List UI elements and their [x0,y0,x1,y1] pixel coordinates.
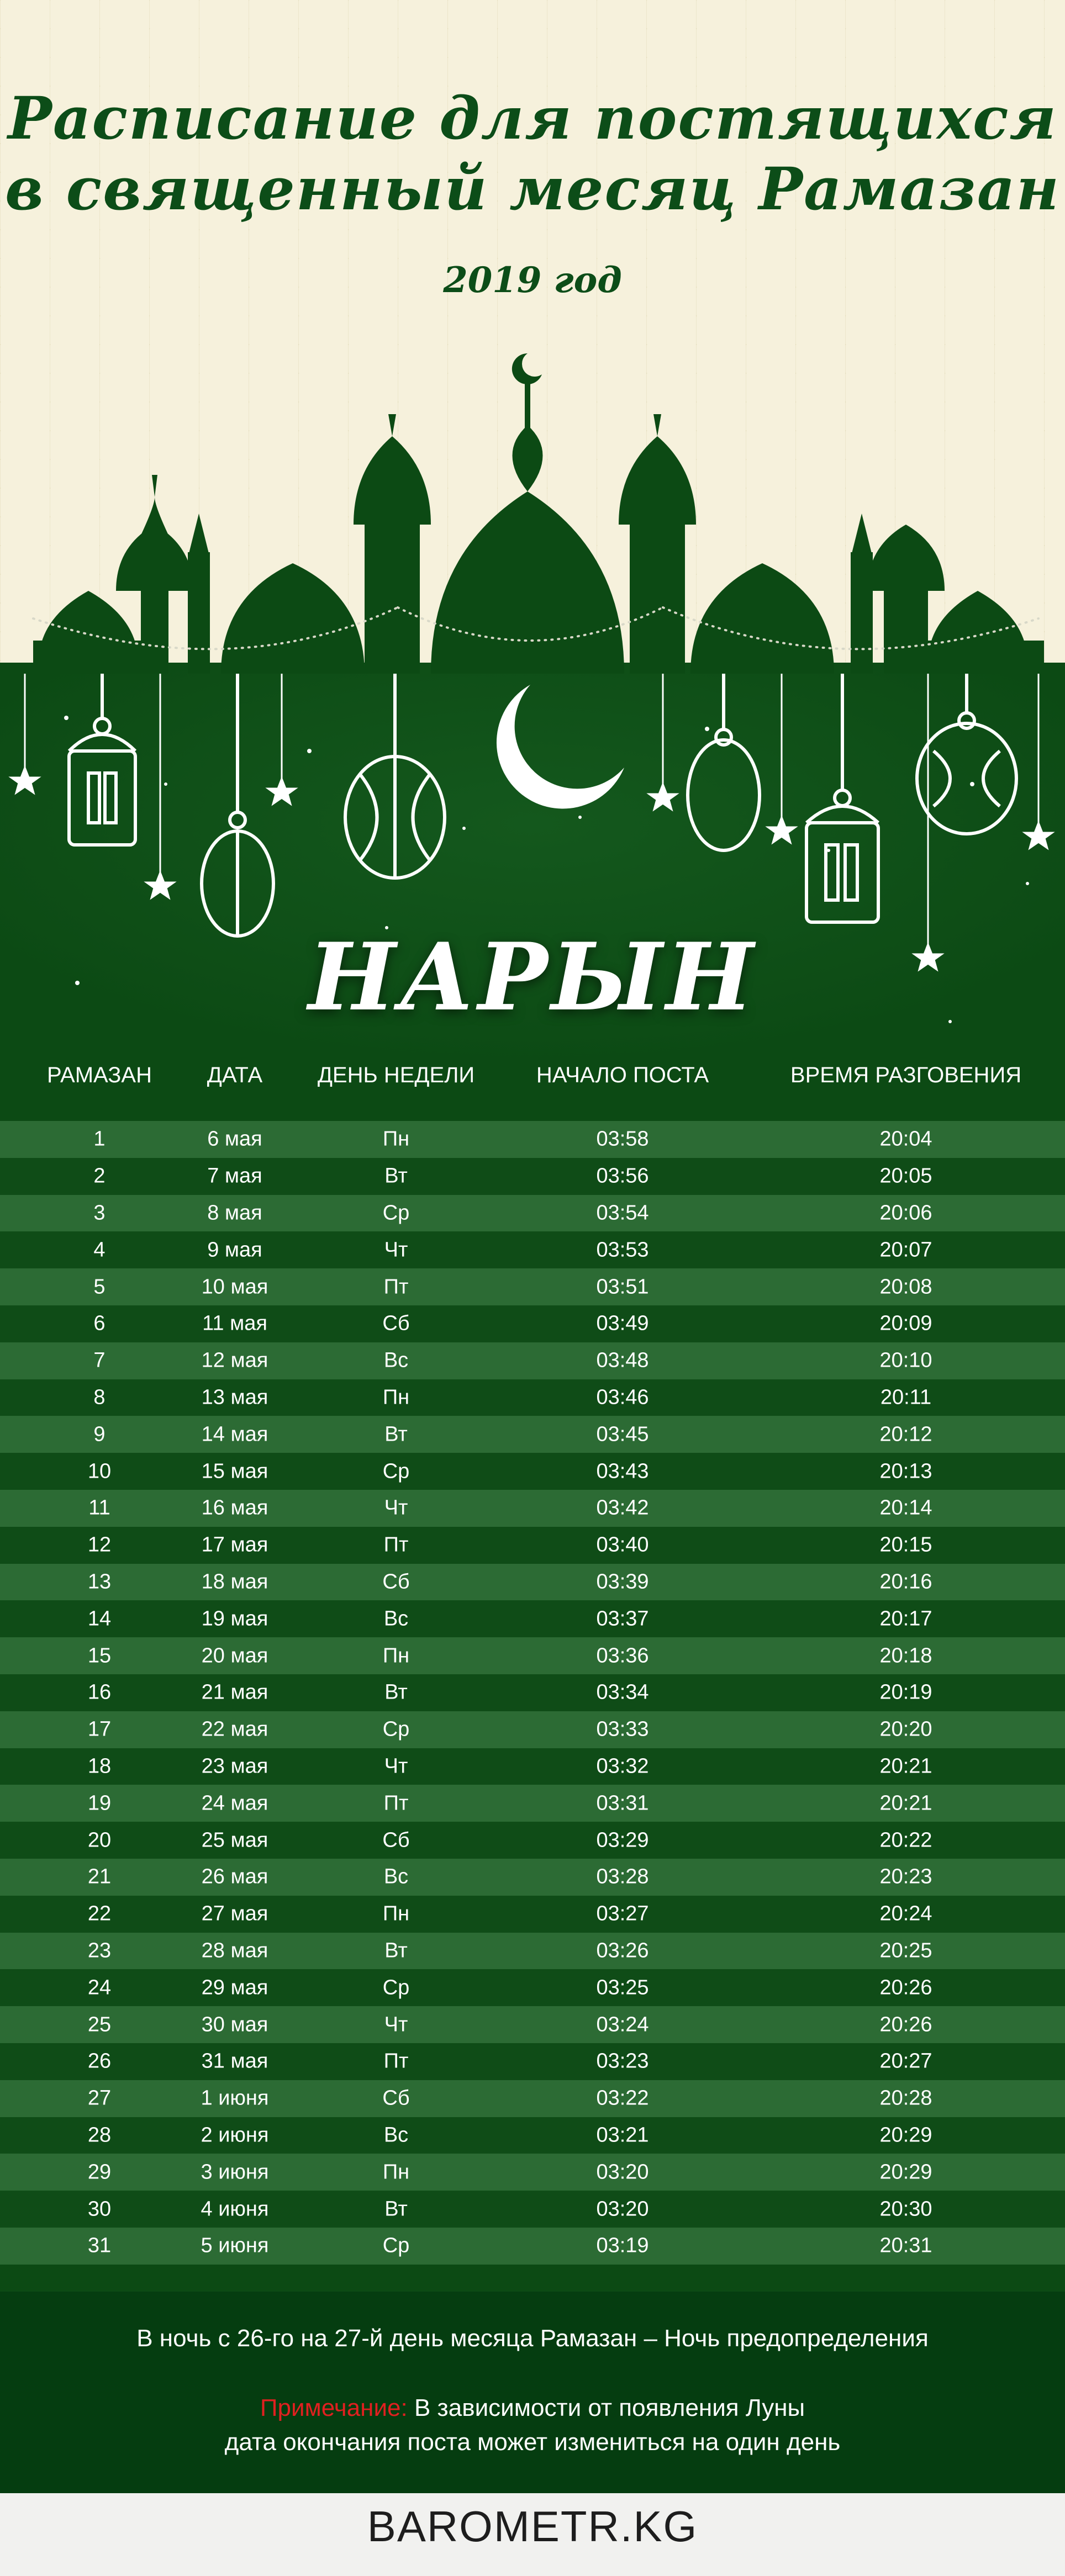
cell-fast-start: 03:45 [596,1422,649,1446]
cell-ramadan-day: 21 [87,1865,112,1889]
cell-iftar-time: 20:29 [879,2160,932,2184]
table-row [0,1121,1065,1158]
cell-fast-start: 03:34 [596,1680,649,1704]
table-header [0,1063,1065,1104]
cell-ramadan-day: 11 [88,1496,110,1520]
table-row [0,1527,1065,1564]
table-row [0,1711,1065,1748]
cell-weekday: Ср [382,2234,410,2257]
header-ramadan-day: РАМАЗАН [47,1063,152,1087]
cell-date: 17 мая [201,1533,268,1557]
table-row [0,1785,1065,1822]
table-row [0,1268,1065,1305]
table-row [0,1896,1065,1933]
cell-ramadan-day: 31 [87,2234,112,2257]
table-row [0,2117,1065,2154]
title-line-2: в священный месяц Рамазан [5,154,1060,223]
cell-ramadan-day: 24 [87,1976,112,2000]
cell-date: 25 мая [201,1828,268,1852]
cell-ramadan-day: 20 [87,1828,112,1852]
cell-iftar-time: 20:21 [879,1754,932,1778]
cell-weekday: Пт [383,1791,409,1815]
cell-iftar-time: 20:04 [879,1127,932,1151]
note-text-1: В зависимости от появления Луны [407,2394,805,2421]
cell-ramadan-day: 13 [87,1570,112,1594]
cell-date: 14 мая [201,1422,268,1446]
cell-fast-start: 03:51 [596,1275,649,1299]
cell-iftar-time: 20:09 [879,1311,932,1335]
cell-ramadan-day: 17 [87,1717,112,1741]
table-row [0,2154,1065,2191]
header-iftar-time: ВРЕМЯ РАЗГОВЕНИЯ [790,1063,1022,1087]
cell-iftar-time: 20:26 [879,2013,932,2037]
year-label: 2019 год [443,260,622,301]
cell-fast-start: 03:23 [596,2049,649,2073]
cell-ramadan-day: 1 [93,1127,106,1151]
cell-fast-start: 03:20 [596,2197,649,2220]
cell-fast-start: 03:32 [596,1754,649,1778]
table-row [0,1158,1065,1195]
cell-date: 29 мая [201,1976,268,2000]
cell-weekday: Пн [382,1127,410,1151]
cell-date: 13 мая [201,1385,268,1409]
cell-fast-start: 03:48 [596,1348,649,1372]
cell-ramadan-day: 3 [93,1201,106,1225]
cell-date: 12 мая [201,1348,268,1372]
cell-date: 9 мая [207,1238,262,1262]
cell-date: 4 июня [201,2197,269,2220]
cell-weekday: Пн [382,1385,410,1409]
brand-logo-text: BAROMETR.KG [367,2502,698,2551]
cell-weekday: Чт [384,2013,408,2037]
cell-fast-start: 03:42 [596,1496,649,1520]
table-row [0,1195,1065,1232]
cell-iftar-time: 20:10 [879,1348,932,1372]
cell-ramadan-day: 10 [87,1459,112,1483]
cell-fast-start: 03:19 [596,2234,649,2257]
cell-iftar-time: 20:07 [879,1238,932,1262]
cell-fast-start: 03:46 [596,1385,649,1409]
cell-weekday: Ср [382,1976,410,2000]
cell-ramadan-day: 30 [87,2197,112,2220]
cell-date: 27 мая [201,1902,268,1926]
table-row [0,2080,1065,2117]
cell-iftar-time: 20:22 [879,1828,932,1852]
cell-date: 30 мая [201,2013,268,2037]
cell-iftar-time: 20:12 [879,1422,932,1446]
cell-fast-start: 03:56 [596,1164,649,1188]
cell-weekday: Вс [383,1607,409,1631]
cell-ramadan-day: 27 [87,2086,112,2110]
cell-weekday: Вт [384,1939,408,1963]
cell-date: 5 июня [201,2234,269,2257]
cell-weekday: Чт [384,1496,408,1520]
cell-ramadan-day: 9 [93,1422,106,1446]
cell-fast-start: 03:28 [596,1865,649,1889]
cell-weekday: Сб [382,2086,410,2110]
cell-iftar-time: 20:23 [879,1865,932,1889]
title-line-1: Расписание для постящихся [8,83,1057,152]
cell-ramadan-day: 5 [93,1275,106,1299]
cell-iftar-time: 20:30 [879,2197,932,2220]
cell-weekday: Ср [382,1717,410,1741]
cell-date: 19 мая [201,1607,268,1631]
cell-iftar-time: 20:15 [879,1533,932,1557]
cell-fast-start: 03:54 [596,1201,649,1225]
cell-weekday: Вт [384,1680,408,1704]
table-row [0,1379,1065,1416]
cell-weekday: Пт [383,1275,409,1299]
cell-date: 3 июня [201,2160,269,2184]
cell-date: 10 мая [201,1275,268,1299]
cell-fast-start: 03:43 [596,1459,649,1483]
cell-ramadan-day: 22 [87,1902,112,1926]
table-row [0,1453,1065,1490]
cell-ramadan-day: 4 [93,1238,106,1262]
cell-iftar-time: 20:18 [879,1644,932,1668]
table-row [0,1600,1065,1637]
cell-iftar-time: 20:19 [879,1680,932,1704]
cell-fast-start: 03:58 [596,1127,649,1151]
cell-iftar-time: 20:14 [879,1496,932,1520]
page-title [0,83,1065,224]
cell-iftar-time: 20:17 [879,1607,932,1631]
header-date: ДАТА [207,1063,263,1087]
cell-date: 8 мая [207,1201,262,1225]
table-row [0,1748,1065,1785]
note-text-2: дата окончания поста может измениться на один день [224,2429,841,2456]
cell-iftar-time: 20:26 [879,1976,932,2000]
cell-iftar-time: 20:11 [880,1385,932,1409]
cell-ramadan-day: 28 [87,2123,112,2147]
cell-fast-start: 03:25 [596,1976,649,2000]
cell-ramadan-day: 16 [87,1680,112,1704]
cell-iftar-time: 20:05 [879,1164,932,1188]
cell-weekday: Вт [384,1422,408,1446]
cell-weekday: Вс [383,2123,409,2147]
cell-fast-start: 03:22 [596,2086,649,2110]
cell-ramadan-day: 18 [87,1754,112,1778]
cell-ramadan-day: 25 [87,2013,112,2037]
cell-fast-start: 03:53 [596,1238,649,1262]
cell-weekday: Вс [383,1865,409,1889]
cell-fast-start: 03:33 [596,1717,649,1741]
header-fast-start: НАЧАЛО ПОСТА [536,1063,709,1087]
cell-ramadan-day: 8 [93,1385,106,1409]
cell-ramadan-day: 29 [87,2160,112,2184]
cell-weekday: Чт [384,1754,408,1778]
cell-iftar-time: 20:25 [879,1939,932,1963]
cell-iftar-time: 20:06 [879,1201,932,1225]
cell-weekday: Пт [383,2049,409,2073]
table-row [0,1490,1065,1527]
cell-fast-start: 03:29 [596,1828,649,1852]
cell-date: 7 мая [207,1164,262,1188]
cell-date: 31 мая [201,2049,268,2073]
table-row [0,1564,1065,1601]
cell-date: 22 мая [201,1717,268,1741]
cell-fast-start: 03:27 [596,1902,649,1926]
cell-date: 16 мая [201,1496,268,1520]
cell-weekday: Сб [382,1828,410,1852]
table-row [0,1822,1065,1859]
table-row [0,2006,1065,2043]
table-row [0,1969,1065,2006]
cell-iftar-time: 20:08 [879,1275,932,1299]
table-row [0,2228,1065,2265]
cell-iftar-time: 20:28 [879,2086,932,2110]
cell-weekday: Ср [382,1459,410,1483]
table-row [0,1859,1065,1896]
table-row [0,2043,1065,2080]
cell-fast-start: 03:36 [596,1644,649,1668]
cell-weekday: Пн [382,1902,410,1926]
cell-date: 18 мая [201,1570,268,1594]
cell-date: 26 мая [201,1865,268,1889]
table-row [0,1231,1065,1268]
note-label: Примечание: [260,2394,408,2421]
cell-iftar-time: 20:24 [879,1902,932,1926]
table-row [0,1674,1065,1711]
cell-weekday: Вт [384,2197,408,2220]
table-row [0,1933,1065,1970]
cell-ramadan-day: 2 [93,1164,106,1188]
cell-fast-start: 03:31 [596,1791,649,1815]
cell-ramadan-day: 6 [93,1311,106,1335]
cell-weekday: Вт [384,1164,408,1188]
cell-fast-start: 03:40 [596,1533,649,1557]
cell-date: 20 мая [201,1644,268,1668]
cell-ramadan-day: 15 [87,1644,112,1668]
cell-iftar-time: 20:31 [879,2234,932,2257]
cell-weekday: Чт [384,1238,408,1262]
cell-date: 21 мая [201,1680,268,1704]
cell-fast-start: 03:49 [596,1311,649,1335]
table-row [0,2191,1065,2228]
cell-date: 24 мая [201,1791,268,1815]
table-row [0,1416,1065,1453]
cell-iftar-time: 20:13 [879,1459,932,1483]
cell-weekday: Вс [383,1348,409,1372]
cell-weekday: Пн [382,1644,410,1668]
cell-date: 28 мая [201,1939,268,1963]
night-of-decree-note: В ночь с 26-го на 27-й день месяца Рамазан – Ночь предопределения [136,2325,929,2352]
cell-fast-start: 03:39 [596,1570,649,1594]
table-row [0,1305,1065,1342]
cell-iftar-time: 20:20 [879,1717,932,1741]
cell-date: 23 мая [201,1754,268,1778]
schedule-table [0,1121,1065,2265]
header-weekday: ДЕНЬ НЕДЕЛИ [317,1063,475,1087]
cell-date: 11 мая [202,1311,267,1335]
cell-fast-start: 03:26 [596,1939,649,1963]
cell-date: 2 июня [201,2123,269,2147]
table-row [0,1342,1065,1379]
cell-date: 6 мая [207,1127,262,1151]
cell-fast-start: 03:20 [596,2160,649,2184]
cell-date: 1 июня [201,2086,269,2110]
cell-ramadan-day: 23 [87,1939,112,1963]
cell-fast-start: 03:21 [596,2123,649,2147]
cell-fast-start: 03:37 [596,1607,649,1631]
cell-fast-start: 03:24 [596,2013,649,2037]
table-row [0,1637,1065,1674]
cell-date: 15 мая [201,1459,268,1483]
cell-weekday: Пт [383,1533,409,1557]
cell-iftar-time: 20:29 [879,2123,932,2147]
cell-weekday: Сб [382,1570,410,1594]
cell-weekday: Пн [382,2160,410,2184]
cell-iftar-time: 20:27 [879,2049,932,2073]
cell-ramadan-day: 7 [93,1348,106,1372]
city-name: НАРЫН [308,922,757,1032]
cell-ramadan-day: 12 [87,1533,112,1557]
cell-ramadan-day: 26 [87,2049,112,2073]
cell-weekday: Сб [382,1311,410,1335]
cell-iftar-time: 20:16 [879,1570,932,1594]
cell-weekday: Ср [382,1201,410,1225]
cell-ramadan-day: 14 [87,1607,112,1631]
cell-iftar-time: 20:21 [879,1791,932,1815]
cell-ramadan-day: 19 [87,1791,112,1815]
moon-note [0,2391,1065,2459]
